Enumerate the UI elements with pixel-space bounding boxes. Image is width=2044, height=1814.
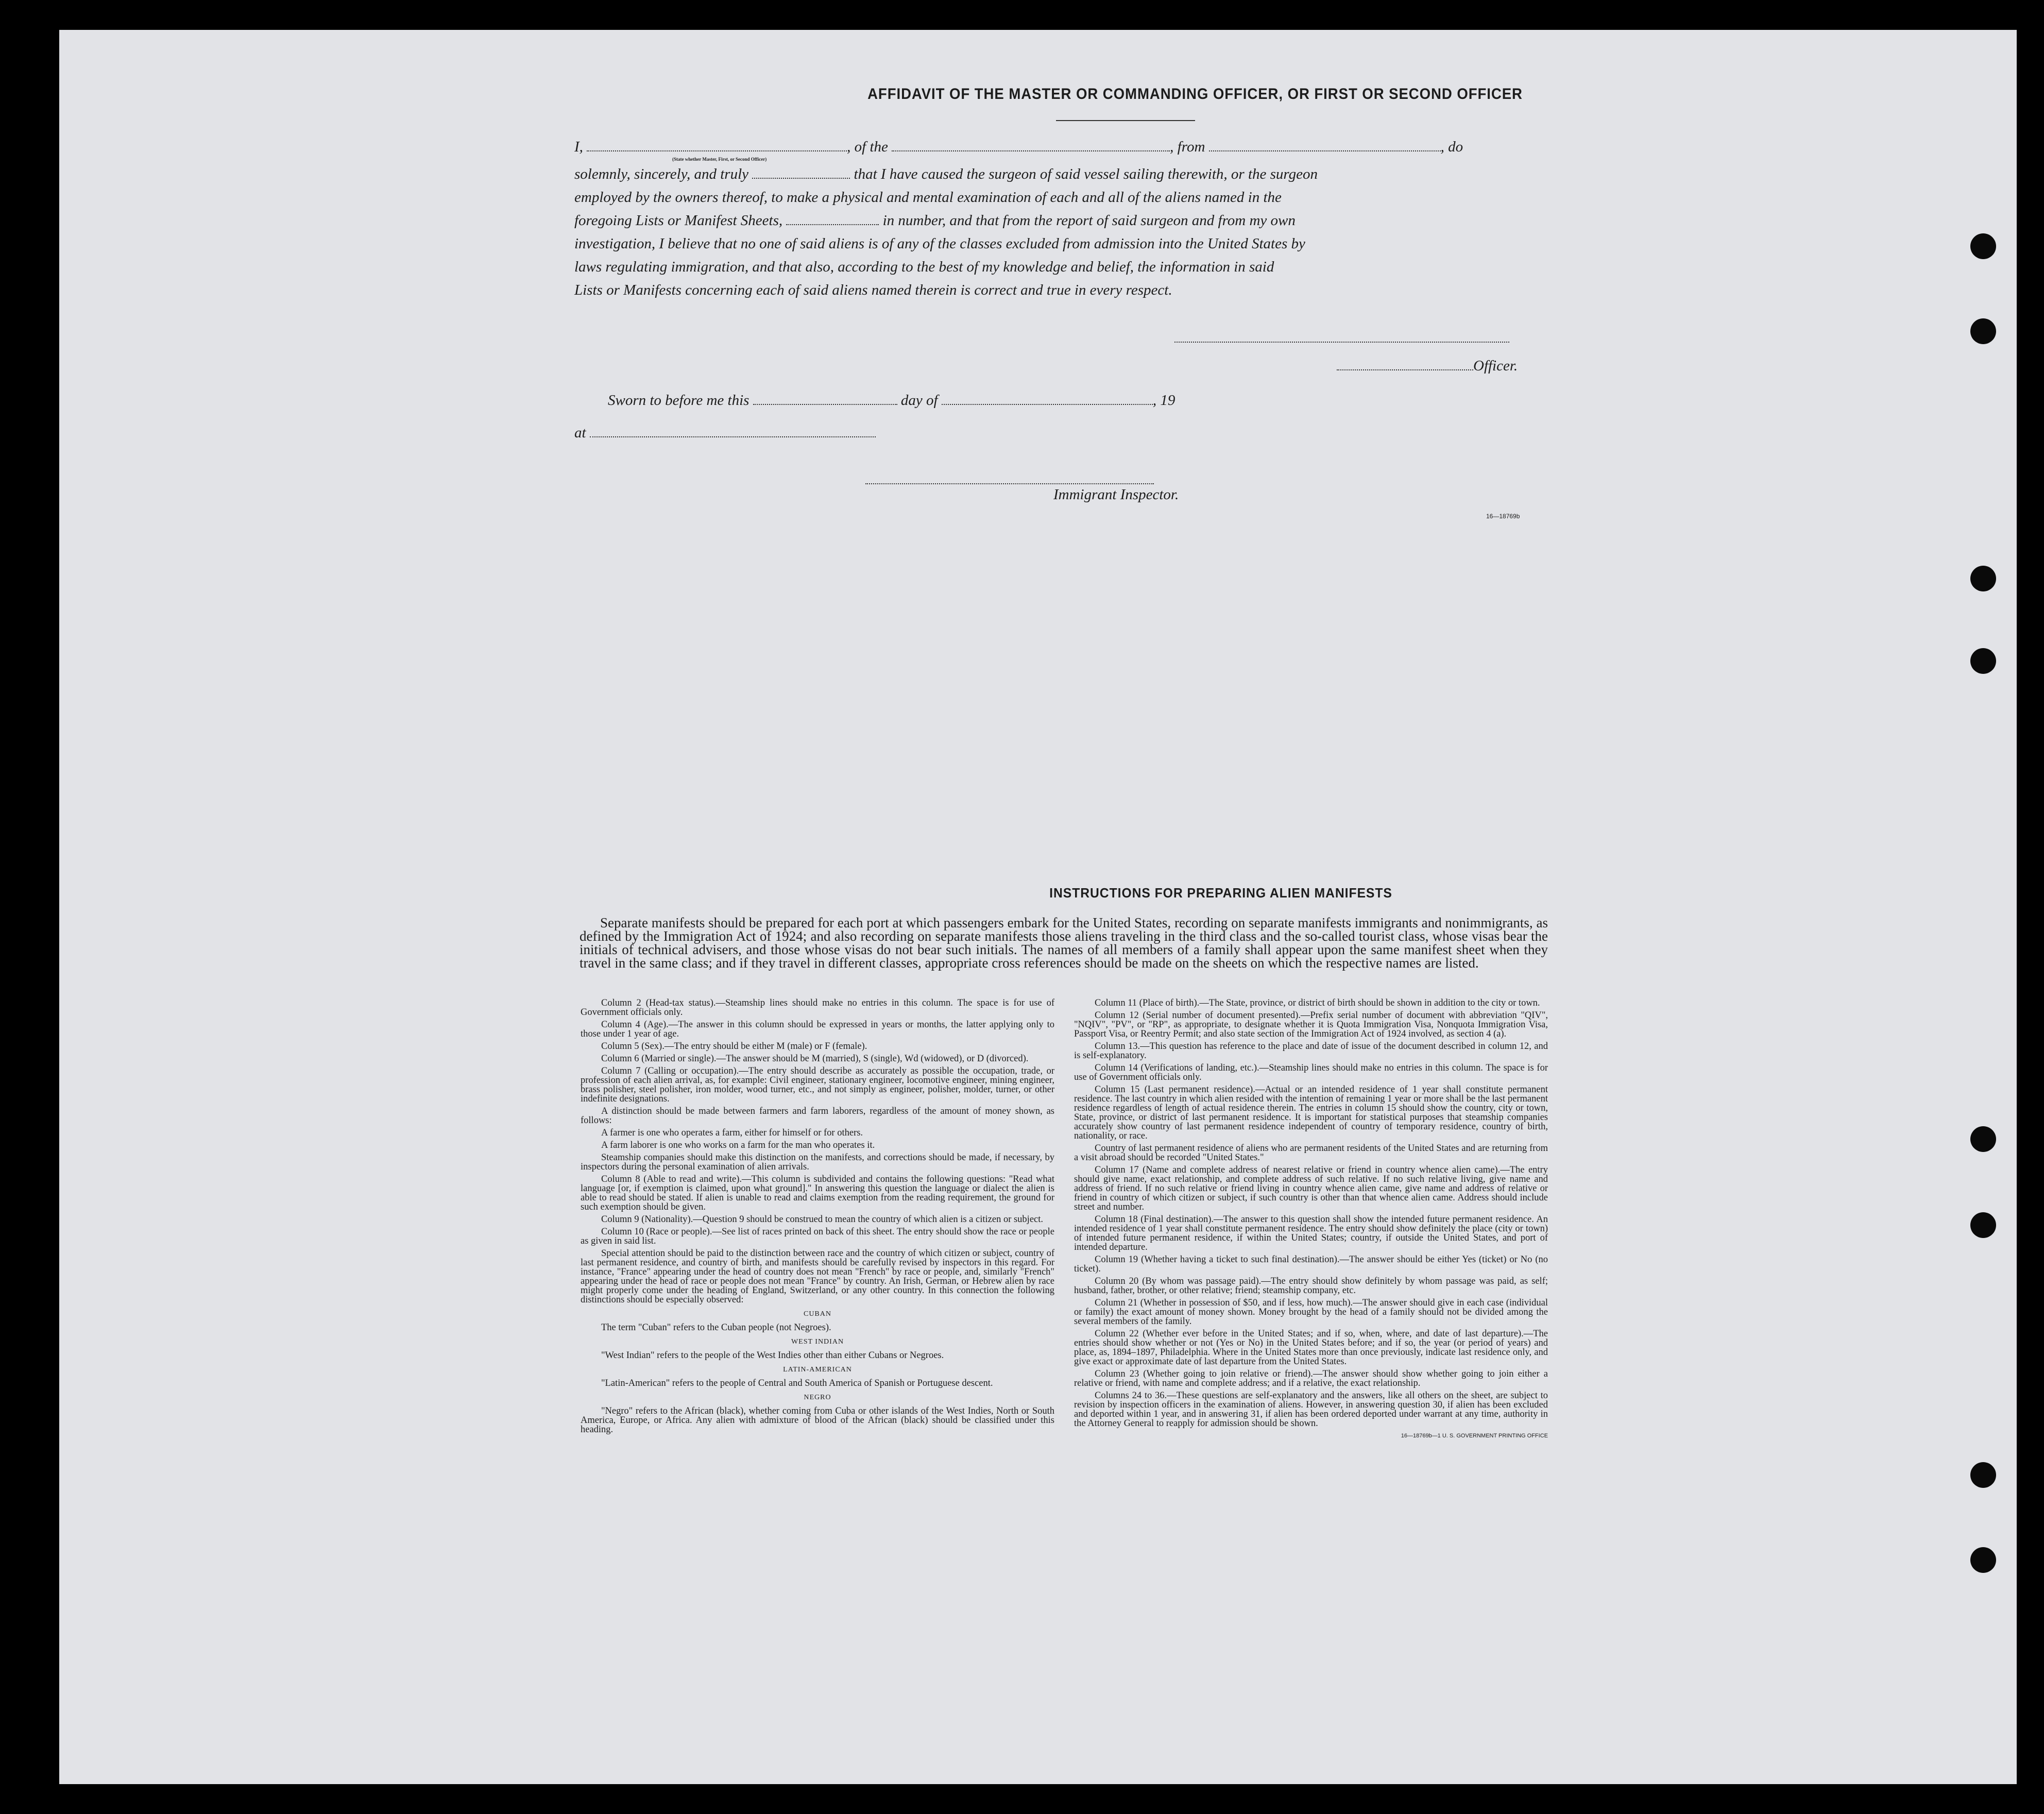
sworn-month-field[interactable] [942, 404, 1153, 405]
title-rule [1056, 120, 1195, 121]
left-paragraph: Column 6 (Married or single).—The answer should be M (married), S (single), Wd (widowed), or D (divorced). [601, 1054, 1029, 1064]
at-label: at [574, 425, 586, 441]
cuban-heading: CUBAN [803, 1310, 831, 1318]
left-paragraph: A distinction should be made between farmers and farm laborers, regardless of the amount of money shown, as follows: [581, 1106, 1054, 1126]
left-paragraph: Column 7 (Calling or occupation).—The entry should describe as accurately as possible the occupation, trade, or profession of each alien arrival, as, for example: Civil engineer, stationary engineer, locomotive engineer, mining engineer, brass polisher, steel polisher, iron molder, wood turner, etc., and not simply as engineer, polisher, molder, turner, or other indefinite designations. [581, 1066, 1054, 1104]
right-paragraph: Column 18 (Final destination).—The answer to this question shall show the intended future permanent residence. An intended residence of 1 year shall constitute permanent residence. The entry should show definitely the place (city or town) of intended future permanent residence, if within the United States; country, if outside the United States, and port of intended departure. [1074, 1214, 1548, 1252]
officer-label: Officer. [1473, 358, 1518, 374]
vessel-field[interactable] [892, 150, 1170, 151]
latin-american-text: "Latin-American" refers to the people of Central and South America of Spanish or Portuguese descent. [601, 1378, 993, 1388]
officer-signature [1337, 354, 1518, 378]
left-paragraph: Column 8 (Able to read and write).—This column is subdivided and contains the following questions: "Read what language [or, if exemption is claimed, upon what ground]." In answering this question the language or dialect the alien is able to read should be stated. If alien is unable to read and claims exemption from the reading requirement, the ground for such exemption should be given. [581, 1174, 1054, 1212]
sheet-count-field[interactable] [786, 224, 879, 225]
binder-hole [1970, 1126, 1996, 1152]
binder-hole [1970, 566, 1996, 591]
affidavit-title: AFFIDAVIT OF THE MASTER OR COMMANDING OFFICER, OR FIRST OR SECOND OFFICER [867, 86, 1523, 103]
inspector-label: Immigrant Inspector. [1053, 486, 1179, 503]
affidavit-line-4b: in number, and that from the report of said surgeon and from my own [882, 212, 1296, 229]
affidavit-line-3: employed by the owners thereof, to make a physical and mental examination of each and all of the aliens named in the [574, 189, 1282, 206]
oath-type-field[interactable] [752, 178, 850, 179]
left-paragraph: Column 10 (Race or people).—See list of races printed on back of this sheet. The entry should show the race or people as given in said list. [581, 1227, 1054, 1246]
instructions-title: INSTRUCTIONS FOR PREPARING ALIEN MANIFESTS [1049, 885, 1392, 901]
affidavit-do: , do [1440, 139, 1463, 155]
right-paragraph: Column 11 (Place of birth).—The State, province, or district of birth should be shown in addition to the city or town. [1095, 998, 1540, 1008]
signature-line-officer-name[interactable] [1174, 342, 1509, 343]
document-page [59, 30, 2017, 1784]
affidavit-line-7: Lists or Manifests concerning each of said aliens named therein is correct and true in every respect. [574, 282, 1172, 298]
right-paragraph: Column 19 (Whether having a ticket to such final destination).—The answer should be either Yes (ticket) or No (no ticket). [1074, 1254, 1548, 1274]
right-paragraph: Column 14 (Verifications of landing, etc.).—Steamship lines should make no entries in this column. The space is for use of Government officials only. [1074, 1063, 1548, 1082]
binder-hole [1970, 1547, 1996, 1573]
right-paragraph: Column 12 (Serial number of document presented).—Prefix serial number of document with abbreviation "QIV", "NQIV", "PV", or "RP", as appropriate, to designate whether it is Quota Immigration Visa, Nonquota Immigration Visa, Passport Visa, or Reentry Permit; and also state section of the Immigration Act of 1924 involved, as section 4 (a). [1074, 1010, 1548, 1039]
west-indian-text: "West Indian" refers to the people of the West Indies other than either Cubans or Negroes. [601, 1350, 944, 1361]
affidavit-line-1 [574, 135, 1605, 159]
binder-hole [1970, 1462, 1996, 1488]
cuban-text: The term "Cuban" refers to the Cuban people (not Negroes). [601, 1323, 831, 1333]
affidavit-from: , from [1170, 139, 1205, 155]
instructions-left-column [581, 998, 1054, 1437]
left-paragraph: Column 2 (Head-tax status).—Steamship lines should make no entries in this column. The space is for use of Government officials only. [581, 998, 1054, 1018]
officer-rank-field[interactable] [587, 150, 847, 151]
instructions-intro: Separate manifests should be prepared for each port at which passengers embark for the United States, recording on separate manifests immigrants and nonimmigrants, as defined by the Immigration Act of 1924; and also recording on separate manifests those aliens traveling in the third class and the so-called tourist class, whose visas bear the initials of technical advisers, and those whose visas do not bear such initials. The names of all members of a family shall appear upon the same manifest sheet when they travel in the same class; and if they travel in different classes, appropriate cross references should be made on the sheets on which the respective names are listed. [580, 915, 1548, 971]
instructions-right-column [1074, 998, 1548, 1440]
right-paragraph: Column 15 (Last permanent residence).—Actual or an intended residence of 1 year shall constitute permanent residence. The last country in which alien resided with the intention of remaining 1 year or more shall be the last permanent residence regardless of length of actual residence therein. The entries in column 15 should show the country, city or town, State, province, or district of last permanent residence. It is important for statistical purposes that steamship companies accurately show country of last permanent residence independent of country of temporary residence, country of birth, nationality, or race. [1074, 1084, 1548, 1141]
right-paragraph: Column 20 (By whom was passage paid).—The entry should show definitely by whom passage was paid, as self; husband, father, brother, or other relative; friend; steamship company, etc. [1074, 1276, 1548, 1296]
right-paragraph: Column 21 (Whether in possession of $50, and if less, how much).—The answer should give in each case (individual or family) the exact amount of money shown. Money brought by the head of a family should not be divided among the several members of the family. [1074, 1298, 1548, 1327]
affidavit-form-number: 16—18769b [1486, 513, 1520, 520]
affidavit-line-2a: solemnly, sincerely, and truly [574, 166, 749, 182]
affidavit-of-the: , of the [847, 139, 888, 155]
affidavit-line-2b: that I have caused the surgeon of said vessel sailing therewith, or the surgeon [854, 166, 1318, 182]
at-place-field[interactable] [590, 436, 876, 437]
binder-hole [1970, 1212, 1996, 1238]
right-paragraph: Column 22 (Whether ever before in the United States; and if so, when, where, and date of last departure).—The entries should show whether or not (Yes or No) in the United States before; and if so, the year (or period of years) and place, as, 1894–1897, Philadelphia. Where in the United States more than once previously, indicate last residence only, and give exact or approximate date of last departure from the United States. [1074, 1329, 1548, 1367]
affidavit-line-2 [574, 163, 1605, 186]
negro-heading: NEGRO [804, 1394, 831, 1401]
affidavit-line-6: laws regulating immigration, and that also, according to the best of my knowledge and belief, the information in said [574, 259, 1274, 275]
officer-signature-field[interactable] [1337, 369, 1473, 370]
left-paragraph: A farm laborer is one who works on a farm for the man who operates it. [601, 1140, 875, 1150]
left-paragraph: Column 9 (Nationality).—Question 9 should be construed to mean the country of which alien is a citizen or subject. [601, 1214, 1044, 1225]
binder-hole [1970, 648, 1996, 674]
sworn-day-field[interactable] [753, 404, 897, 405]
sworn-line [608, 389, 1175, 412]
instructions-footer: 16—18769b—1 U. S. GOVERNMENT PRINTING OFFICE [1401, 1433, 1548, 1439]
right-paragraph: Column 13.—This question has reference to the place and date of issue of the document described in column 12, and is self-explanatory. [1074, 1041, 1548, 1061]
negro-text: "Negro" refers to the African (black), whether coming from Cuba or other islands of the West Indies, North or South America, Europe, or Africa. Any alien with admixture of blood of the African (black) should be classified under this heading. [581, 1406, 1054, 1435]
left-paragraph: A farmer is one who operates a farm, either for himself or for others. [601, 1128, 863, 1138]
right-paragraph: Column 23 (Whether going to join relative or friend).—The answer should show whether going to join either a relative or friend, with name and complete address; and if a relative, the exact relationship. [1074, 1369, 1548, 1388]
right-paragraph: Country of last permanent residence of aliens who are permanent residents of the United States and are returning from a visit abroad should be recorded "United States." [1074, 1143, 1548, 1163]
left-paragraph: Column 5 (Sex).—The entry should be either M (male) or F (female). [601, 1041, 867, 1052]
affidavit-line-4 [574, 209, 1605, 232]
sworn-label: Sworn to before me this [608, 392, 750, 409]
west-indian-heading: WEST INDIAN [791, 1338, 844, 1346]
left-paragraph: Special attention should be paid to the distinction between race and the country of which citizen or subject, country of last permanent residence, and country of birth, and manifests should be carefully revised by inspectors in this regard. For instance, "France" appearing under the head of country does not mean "French" by race or people, and, similarly "French" appearing under the head of race or people does not mean "France" by country. An Irish, German, or Hebrew alien by race might properly come under the heading of England, Switzerland, or any other country. In this connection the following distinctions should be especially observed: [581, 1248, 1054, 1305]
at-line [574, 421, 876, 445]
left-paragraph: Steamship companies should make this distinction on the manifests, and corrections should be made, if necessary, by inspectors during the personal examination of alien arrivals. [581, 1152, 1054, 1172]
day-of-label: day of [900, 392, 938, 409]
year-label: , 19 [1152, 392, 1176, 409]
affidavit-line-5: investigation, I believe that no one of said aliens is of any of the classes excluded from admission into the United States by [574, 235, 1305, 252]
affidavit-i: I, [574, 139, 583, 155]
binder-hole [1970, 318, 1996, 344]
from-field[interactable] [1209, 150, 1441, 151]
binder-hole [1970, 233, 1996, 259]
right-paragraph: Column 17 (Name and complete address of nearest relative or friend in country whence alien came).—The entry should give name, exact relationship, and complete address of such relative. If no such relative living, give name and address of friend. If no such relative or friend living in country whence alien came, give name and address of relative or friend in country of which citizen or subject, if such country is other than that whence alien came. Address should include street and number. [1074, 1165, 1548, 1212]
left-paragraph: Column 4 (Age).—The answer in this column should be expressed in years or months, the latter applying only to those under 1 year of age. [581, 1020, 1054, 1039]
affidavit-line-4a: foregoing Lists or Manifest Sheets, [574, 212, 783, 229]
state-note: (State whether Master, First, or Second Officer) [672, 157, 767, 162]
right-paragraph: Columns 24 to 36.—These questions are self-explanatory and the answers, like all others on the sheet, are subject to revision by inspection officers in the examination of aliens. However, in answering question 30, if alien has been excluded and deported within 1 year, and in answering 31, if alien has been ordered deported under warrant at any time, authority in the Attorney General to reapply for admission should be shown. [1074, 1391, 1548, 1429]
latin-american-heading: LATIN-AMERICAN [783, 1366, 852, 1374]
